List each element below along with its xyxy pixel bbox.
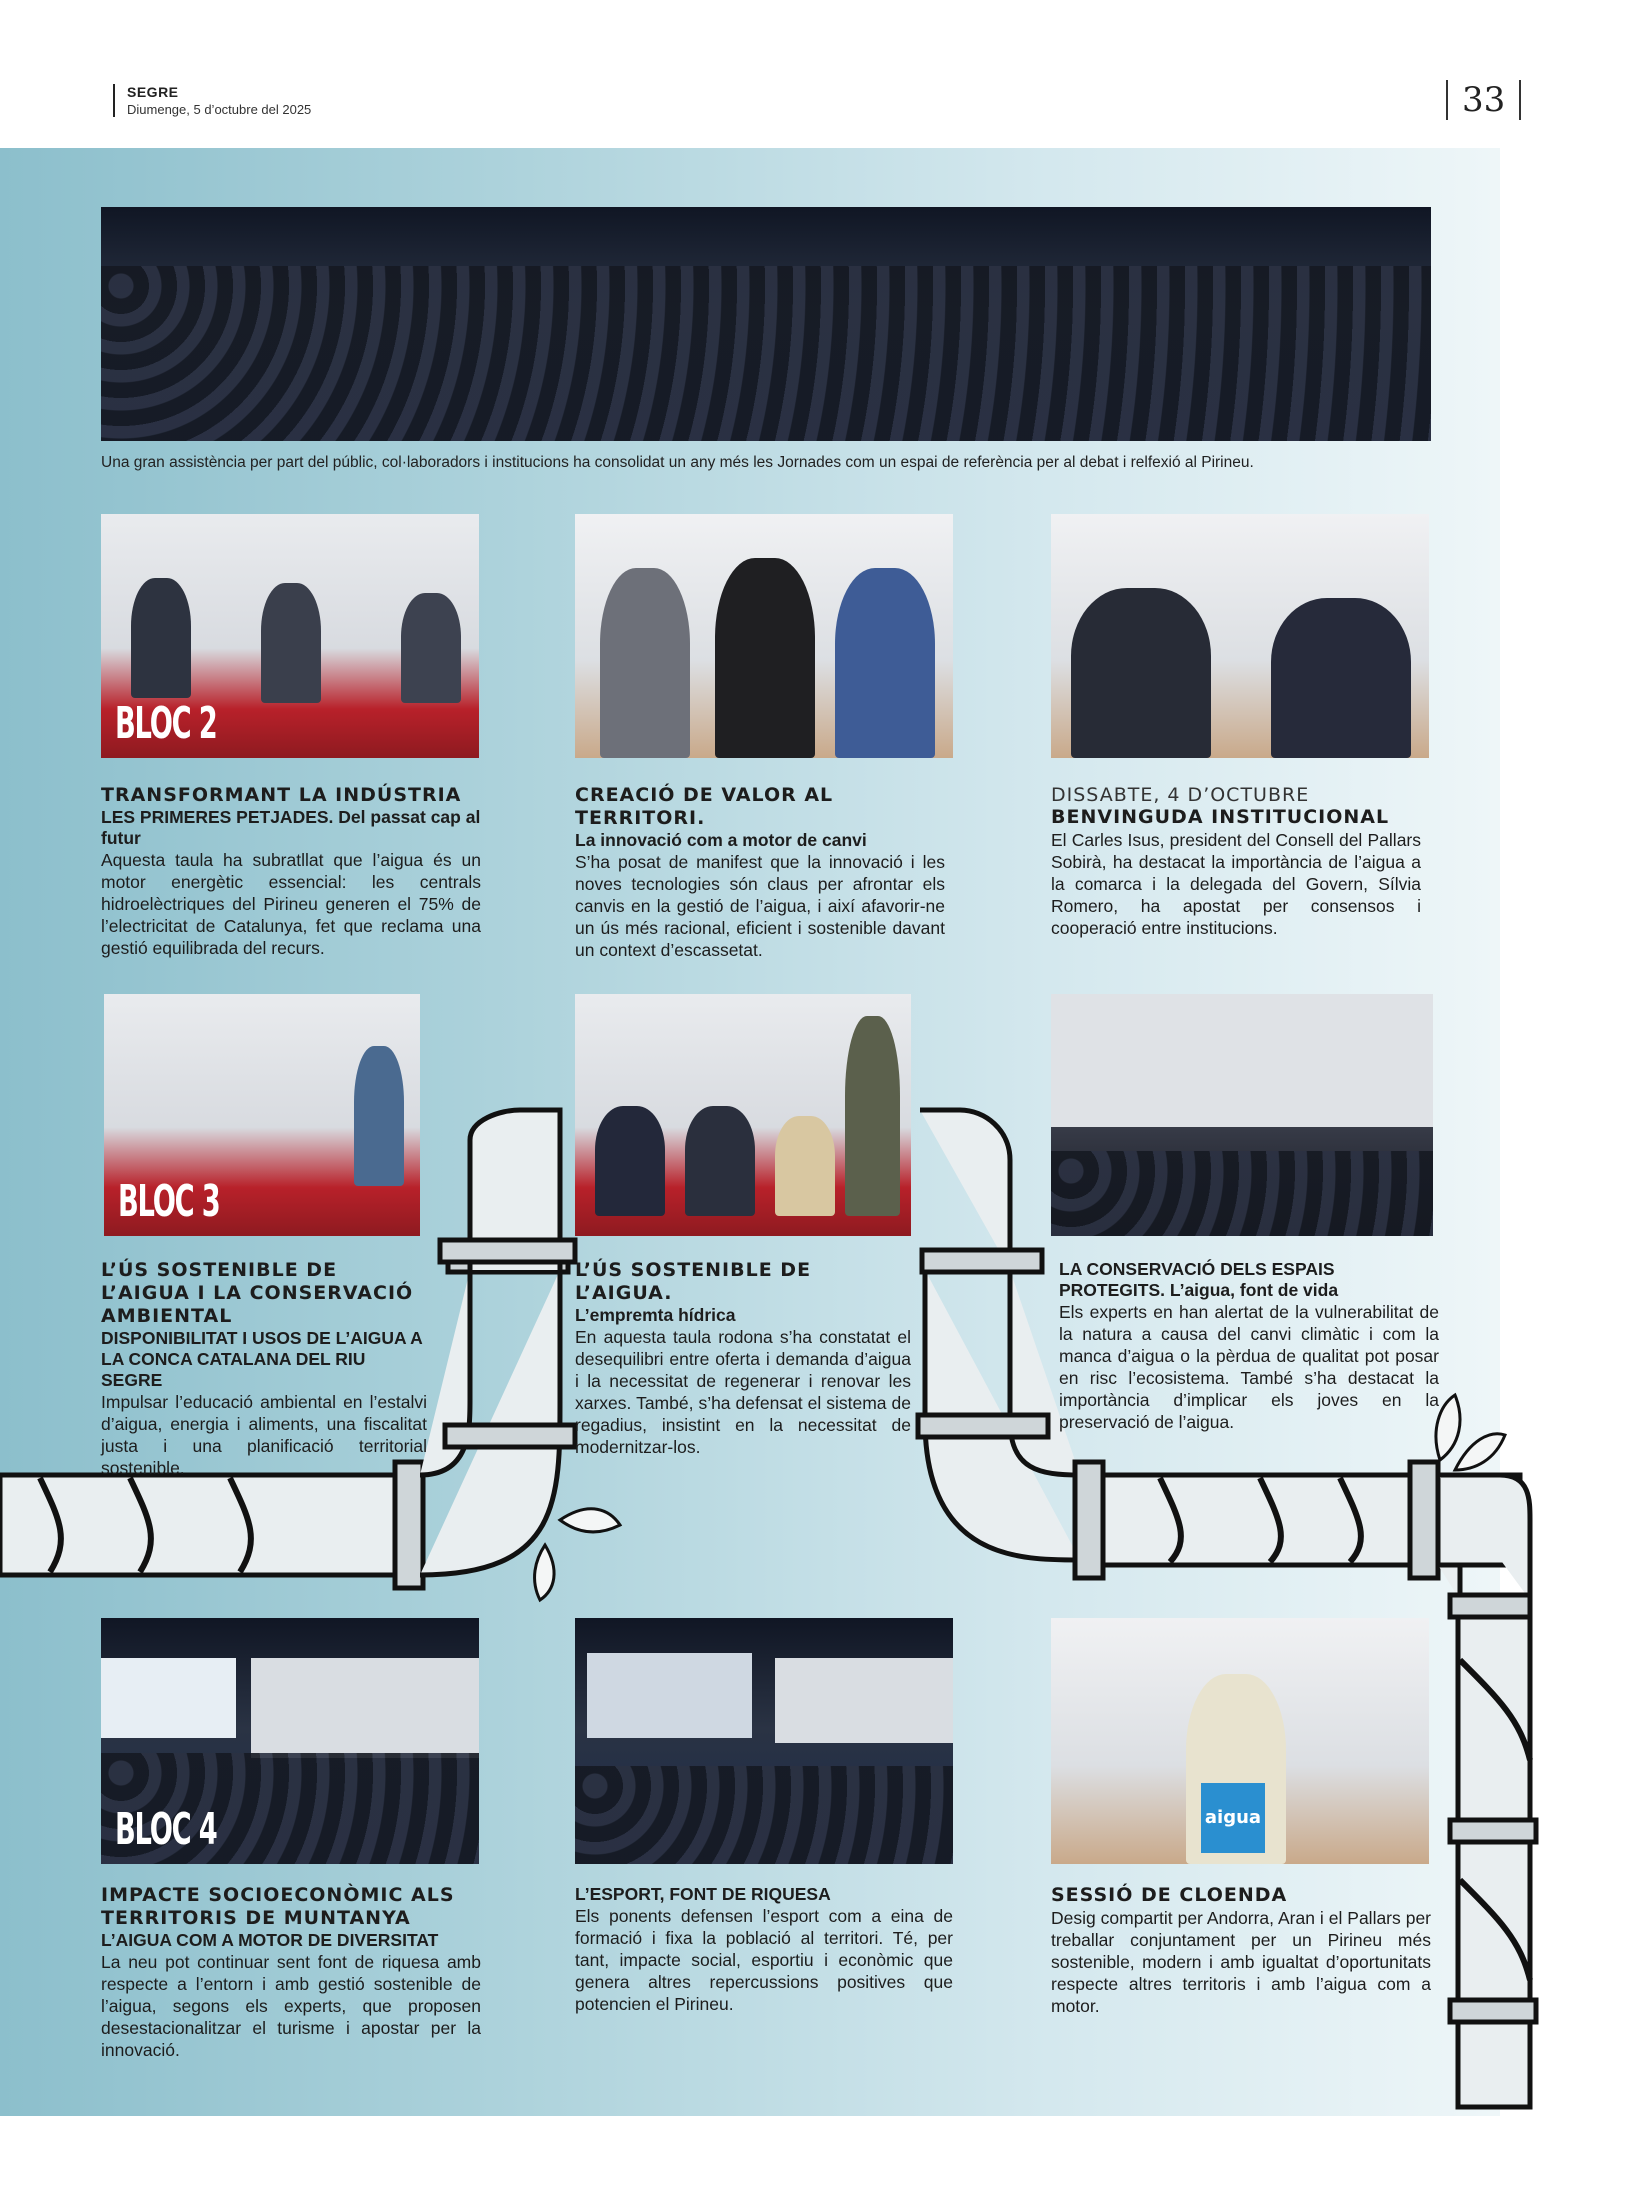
protected-areas-photo xyxy=(1051,994,1433,1236)
bloc4-photo xyxy=(101,1618,479,1864)
lectern-sign: aigua xyxy=(1201,1783,1265,1853)
article-subtitle: DISPONIBILITAT I USOS DE L’AIGUA A LA CONCA CATALANA DEL RIU SEGRE xyxy=(101,1328,423,1390)
bloc2-label: BLOC 2 xyxy=(115,698,217,749)
publication-name: SEGRE xyxy=(127,84,179,100)
round-table-photo xyxy=(575,994,911,1236)
article-benvinguda xyxy=(1051,784,1421,939)
sport-session-photo xyxy=(575,1618,953,1864)
article-title: BENVINGUDA INSTITUCIONAL xyxy=(1051,806,1390,828)
bloc3-photo xyxy=(104,994,420,1236)
article-title: L’ÚS SOSTENIBLE DE L’AIGUA. xyxy=(575,1259,812,1304)
article-body: La neu pot continuar sent font de riquesa amb respecte a l’entorn i amb gestió sostenible de l’aigua, segons els experts, que proposen desestacionalitzar el turisme i apostar per la innovació. xyxy=(101,1952,481,2060)
article-empremta-hidrica xyxy=(575,1259,911,1458)
article-subtitle-caps: LA CONSERVACIÓ DELS ESPAIS PROTEGITS. xyxy=(1059,1259,1335,1300)
article-subtitle: L’AIGUA COM A MOTOR DE DIVERSITAT xyxy=(101,1930,439,1950)
article-body: Aquesta taula ha subratllat que l’aigua és un motor energètic essencial: les centrals hidroelèctriques del Pirineu generen el 75% de l’electricitat de Catalunya, fet que reclama una gestió equilibrada del recurs. xyxy=(101,850,481,958)
bloc2-photo xyxy=(101,514,479,758)
article-subtitle-rest: L’aigua, font de vida xyxy=(1169,1280,1339,1300)
article-subtitle xyxy=(101,807,481,849)
article-body: Impulsar l’educació ambiental en l’estalvi d’aigua, energia i aliments, una fiscalitat justa i una planificació territorial sostenible. xyxy=(101,1392,427,1478)
article-subtitle-rest: Del passat cap al futur xyxy=(101,807,481,848)
article-subtitle: L’empremta hídrica xyxy=(575,1305,736,1325)
article-body: El Carles Isus, president del Consell del Pallars Sobirà, ha destacat la importància de l’aigua a la comarca i la delegada del Govern, Sílvia Romero, ha apostat per consensos i cooperació entre institucions. xyxy=(1051,830,1421,938)
article-body: Els experts en han alertat de la vulnerabilitat de la natura a causa del canvi climàtic i com la manca d’aigua o la pèrdua de qualitat pot posar en risc l’ecosistema. També s’ha destacat la importància d’implicar els joves en la preservació de l’aigua. xyxy=(1059,1302,1439,1432)
article-esport xyxy=(575,1884,953,2015)
institutional-welcome-photo xyxy=(1051,514,1429,758)
article-subtitle: L’ESPORT, FONT DE RIQUESA xyxy=(575,1884,831,1904)
bloc4-label: BLOC 4 xyxy=(115,1804,217,1855)
article-title: L’ÚS SOSTENIBLE DE L’AIGUA I LA CONSERVACIÓ AMBIENTAL xyxy=(101,1259,414,1327)
article-title: CREACIÓ DE VALOR AL TERRITORI. xyxy=(575,784,834,829)
article-subtitle-caps: LES PRIMERES PETJADES. xyxy=(101,807,334,827)
article-title: TRANSFORMANT LA INDÚSTRIA xyxy=(101,784,462,806)
article-pretitle: DISSABTE, 4 D’OCTUBRE xyxy=(1051,784,1310,806)
audience-photo xyxy=(101,207,1431,441)
article-subtitle: La innovació com a motor de canvi xyxy=(575,830,867,850)
article-impacte-socioeconomic xyxy=(101,1884,481,2061)
article-sessio-cloenda xyxy=(1051,1884,1431,2017)
article-subtitle xyxy=(1059,1259,1439,1301)
article-body: Desig compartit per Andorra, Aran i el Pallars per treballar conjuntament per un Pirineu més sostenible, modern i amb igualtat d’oportunitats respecte altres territoris i amb l’aigua com a motor. xyxy=(1051,1908,1431,2016)
article-title: SESSIÓ DE CLOENDA xyxy=(1051,1884,1288,1906)
article-body: En aquesta taula rodona s’ha constatat el desequilibri entre oferta i demanda d’aigua i la necessitat de regenerar i renovar les xarxes. També, s’ha defensat el sistema de regadius, insistint en la necessitat de modernitzar-los. xyxy=(575,1327,911,1457)
article-title: IMPACTE SOCIOECONÒMIC ALS TERRITORIS DE MUNTANYA xyxy=(101,1884,455,1929)
article-transformant-industria xyxy=(101,784,481,959)
page-number: 33 xyxy=(1446,80,1521,120)
article-body: Els ponents defensen l’esport com a eina de formació i fixa la població al territori. Té, per tant, impacte social, esportiu i econòmic que genera altres repercussions positives que potencien el Pirineu. xyxy=(575,1906,953,2014)
three-men-photo xyxy=(575,514,953,758)
closing-session-photo xyxy=(1051,1618,1429,1864)
article-creacio-valor xyxy=(575,784,945,961)
article-body: S’ha posat de manifest que la innovació i les noves tecnologies són claus per afrontar els canvis en la gestió de l’aigua, i així afavorir-ne un ús més racional, eficient i sostenible davant un context d’escassetat. xyxy=(575,852,945,960)
article-espais-protegits xyxy=(1059,1259,1439,1433)
publication-date: Diumenge, 5 d’octubre del 2025 xyxy=(127,102,312,117)
article-us-sostenible-conservacio xyxy=(101,1259,427,1479)
bloc3-label: BLOC 3 xyxy=(118,1176,220,1227)
audience-photo-caption: Una gran assistència per part del públic, col·laboradors i institucions ha consolidat un any més les Jornades com un espai de referència per al debat i relfexió al Pirineu. xyxy=(101,454,1254,471)
